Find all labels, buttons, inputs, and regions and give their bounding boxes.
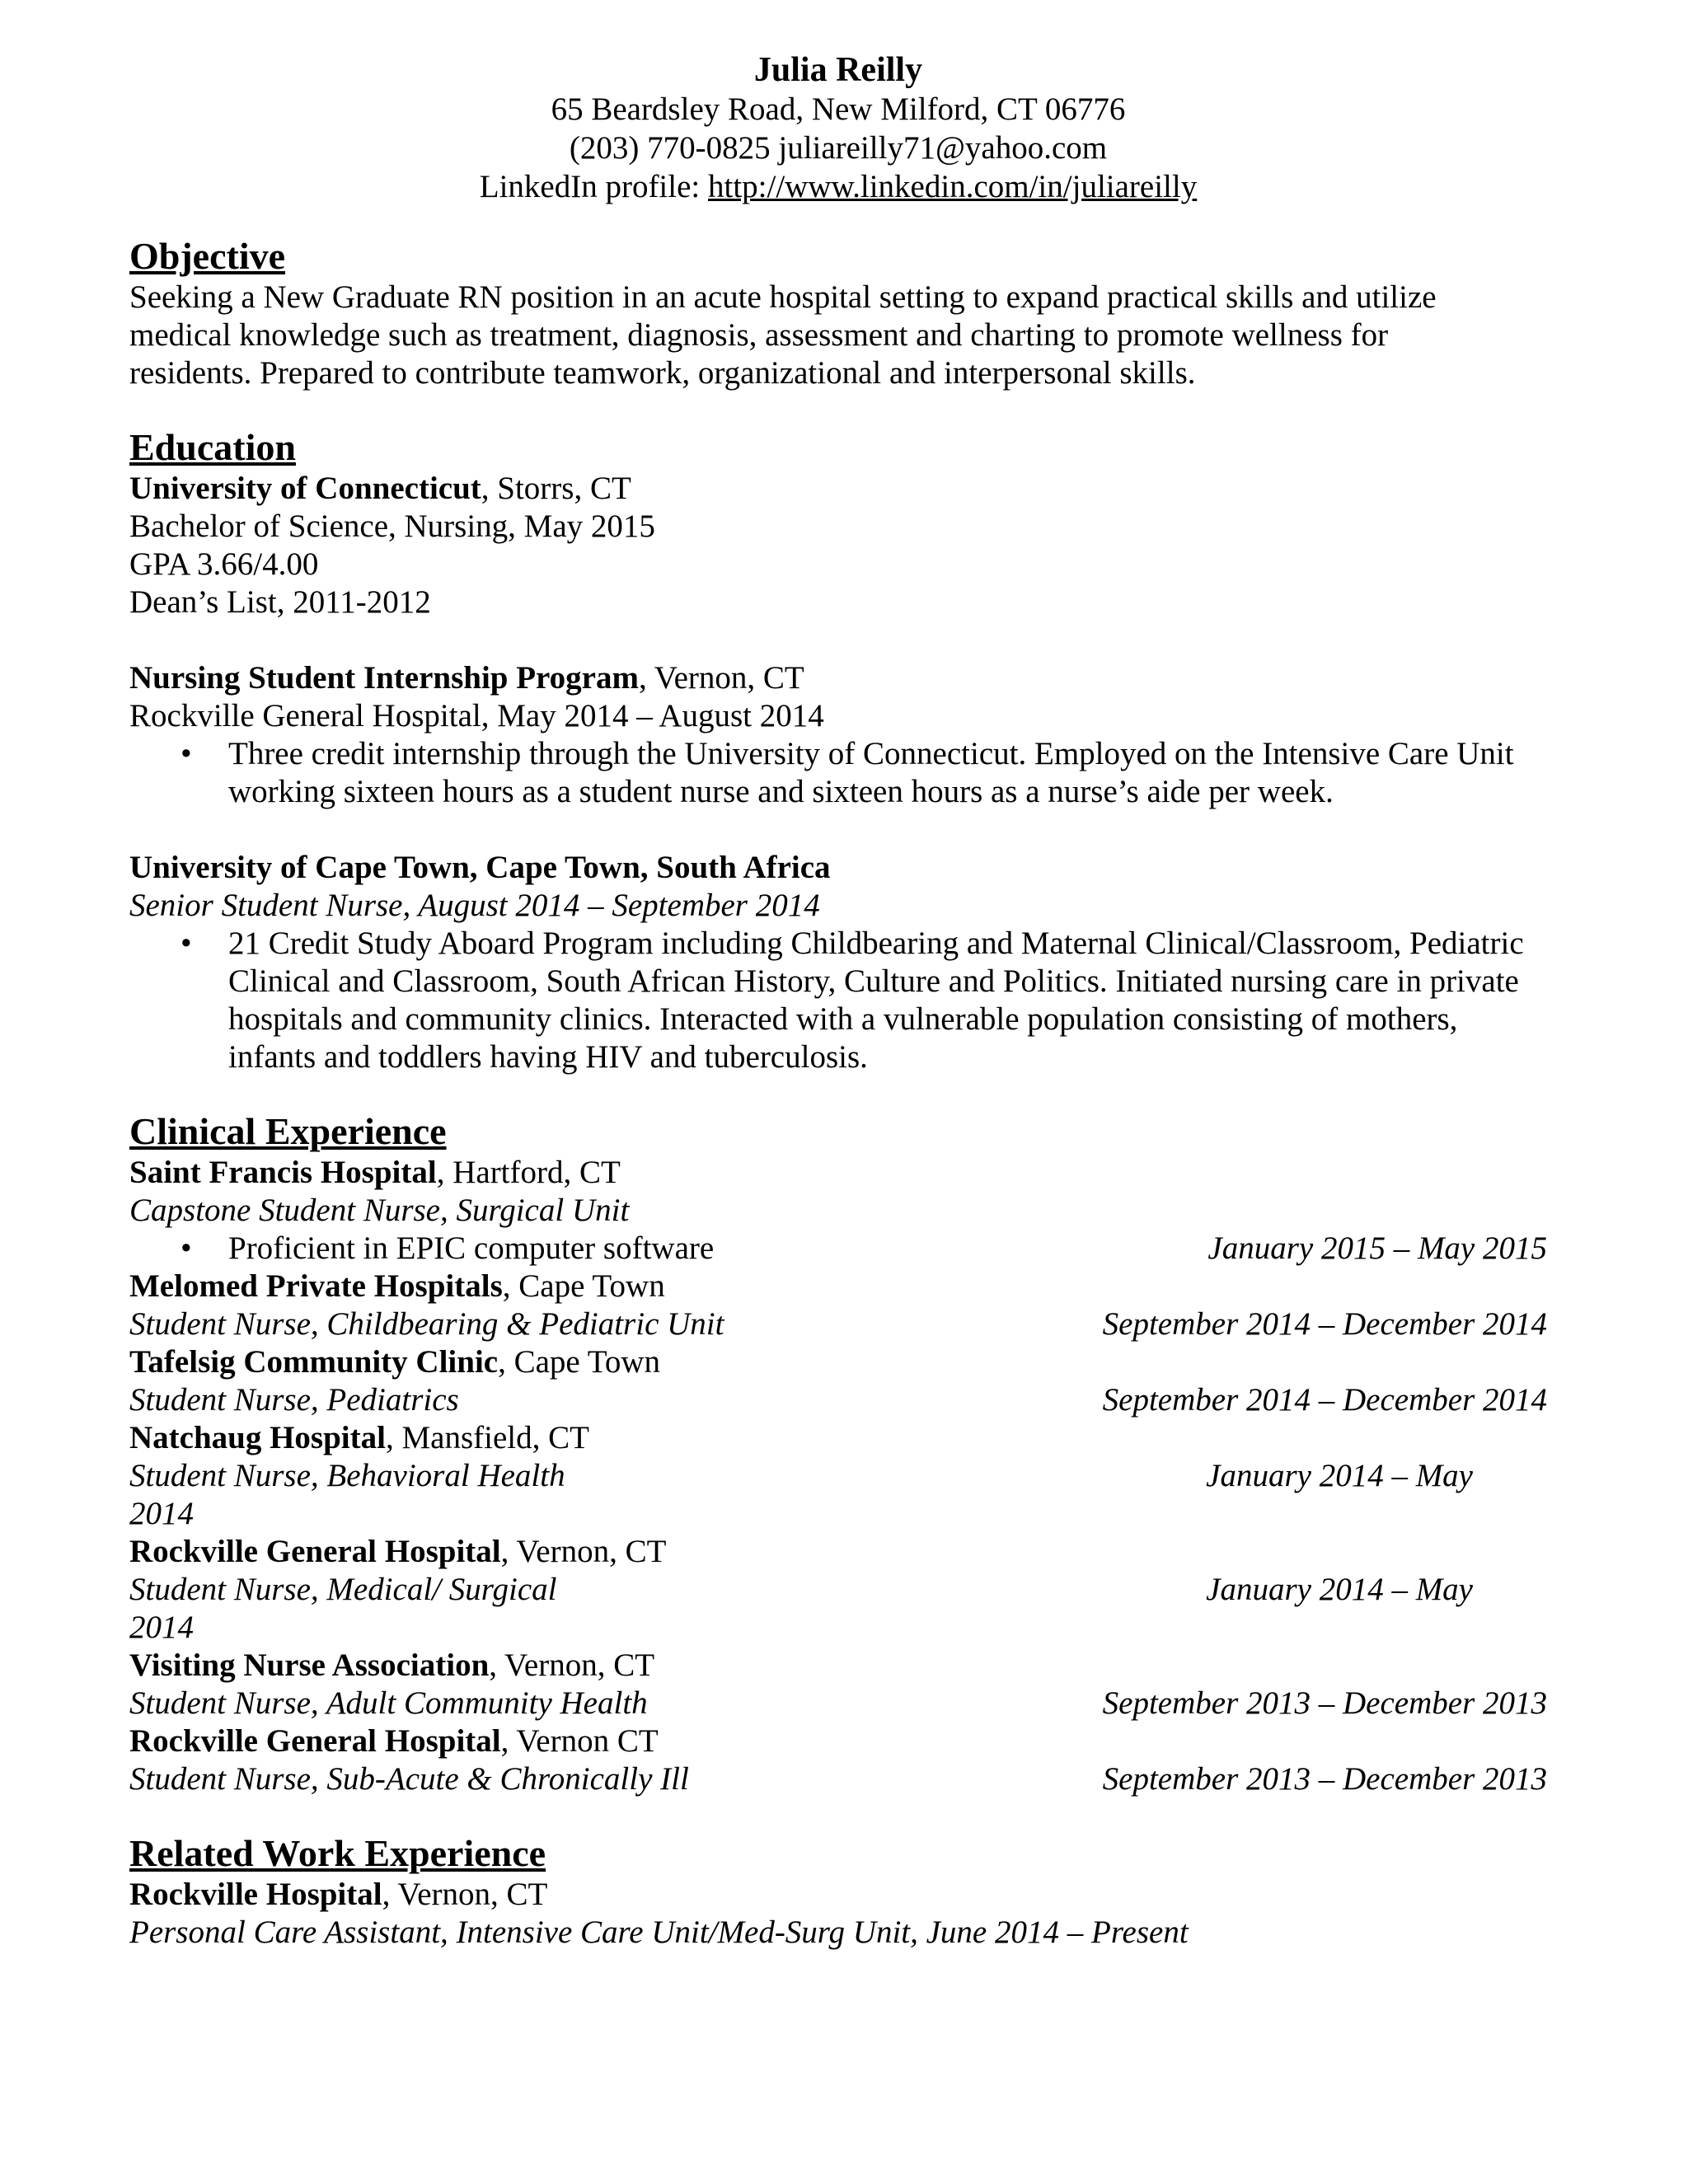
list-item [129, 1230, 1547, 1268]
role: Student Nurse, Behavioral Health [129, 1458, 565, 1493]
program-detail: Rockville General Hospital, May 2014 – August 2014 [129, 698, 824, 733]
deans-list: Dean’s List, 2011-2012 [129, 584, 431, 620]
date-range: January 2014 – May [1206, 1458, 1473, 1493]
education-uconn [129, 470, 1547, 621]
degree: Bachelor of Science, Nursing, May 2015 [129, 509, 655, 544]
objective-heading: Objective [129, 235, 286, 277]
bullet-text: Proficient in EPIC computer software [228, 1230, 715, 1266]
role: Personal Care Assistant, Intensive Care Unit/Med-Surg Unit, June 2014 – Present [129, 1915, 1189, 1950]
capetown-bullets [129, 925, 1547, 1076]
school-location: , Storrs, CT [481, 471, 631, 506]
school-name: University of Connecticut [129, 471, 481, 506]
bullet-icon: • [181, 736, 192, 771]
place-name: Natchaug Hospital [129, 1420, 386, 1455]
place-location: , Hartford, CT [436, 1155, 621, 1190]
list-item: • Three credit internship through the University of Connecticut. Employed on the Intensive Care Unit working sixteen hours as a student nurse and sixteen hours as a nurse’s aide per week. [181, 736, 1514, 809]
program-name: Nursing Student Internship Program [129, 660, 639, 696]
date-range: January 2014 – May [1206, 1572, 1473, 1607]
place-location: , Mansfield, CT [385, 1420, 589, 1455]
bullet-icon: • [181, 926, 192, 961]
date-range: January 2015 – May 2015 [1207, 1230, 1547, 1266]
school-role: Senior Student Nurse, August 2014 – September 2014 [129, 888, 820, 923]
date-range: September 2013 – December 2013 [1102, 1685, 1547, 1721]
education-capetown [129, 849, 1547, 1076]
resume-page [129, 51, 1547, 1952]
place-name: Rockville Hospital [129, 1877, 382, 1912]
place-name: Rockville General Hospital [129, 1723, 501, 1759]
role: Capstone Student Nurse, Surgical Unit [129, 1193, 630, 1228]
date-range: September 2014 – December 2014 [1102, 1306, 1547, 1342]
bullet-icon: • [181, 1230, 192, 1266]
place-name: Saint Francis Hospital [129, 1155, 437, 1190]
place-location: , Cape Town [502, 1268, 665, 1304]
program-location: , Vernon, CT [638, 660, 804, 696]
linkedin-line [129, 167, 1547, 206]
clinical-list [129, 1154, 1547, 1798]
place-location: , Vernon, CT [500, 1534, 667, 1569]
role: Student Nurse, Medical/ Surgical [129, 1572, 557, 1607]
gpa: GPA 3.66/4.00 [129, 546, 319, 582]
place-location: , Cape Town [498, 1344, 661, 1380]
role: Student Nurse, Sub-Acute & Chronically Ill [129, 1761, 689, 1797]
place-name: Rockville General Hospital [129, 1534, 501, 1569]
address: 65 Beardsley Road, New Milford, CT 06776 [551, 91, 1126, 127]
linkedin-label: LinkedIn profile: [479, 169, 708, 204]
work-entry [129, 1876, 1547, 1952]
candidate-name: Julia Reilly [753, 51, 923, 89]
school-name: University of Cape Town, Cape Town, South Africa [129, 850, 831, 885]
place-location: , Vernon, CT [489, 1647, 655, 1683]
date-range-wrap: 2014 [129, 1610, 194, 1645]
resume-header [129, 51, 1547, 206]
place-name: Visiting Nurse Association [129, 1647, 490, 1683]
place-name: Melomed Private Hospitals [129, 1268, 503, 1304]
education-internship [129, 659, 1547, 811]
date-range: September 2014 – December 2014 [1102, 1382, 1547, 1418]
clinical-heading: Clinical Experience [129, 1110, 447, 1152]
work-heading: Related Work Experience [129, 1832, 546, 1874]
list-item: • 21 Credit Study Aboard Program including Childbearing and Maternal Clinical/Classroom, Pediatric Clinical and Classroom, South African History, Culture and Politics. Initiated nursing care in private hospitals and community clinics. Interacted with a vulnerable population consisting of mothers, infants and toddlers having HIV and tuberculosis. [181, 926, 1524, 1075]
place-name: Tafelsig Community Clinic [129, 1344, 499, 1380]
objective-text: Seeking a New Graduate RN position in an acute hospital setting to expand practical skills and utilize medical knowledge such as treatment, diagnosis, assessment and charting to promote wellness for residents. Prepared to contribute teamwork, organizational and interpersonal skills. [129, 279, 1437, 391]
role: Student Nurse, Childbearing & Pediatric Unit [129, 1306, 724, 1342]
date-range-wrap: 2014 [129, 1496, 194, 1531]
role: Student Nurse, Adult Community Health [129, 1685, 648, 1721]
place-location: , Vernon CT [500, 1723, 659, 1759]
internship-bullets [129, 735, 1547, 811]
role: Student Nurse, Pediatrics [129, 1382, 459, 1418]
linkedin-link[interactable]: http://www.linkedin.com/in/juliareilly [708, 169, 1198, 204]
education-heading: Education [129, 426, 296, 468]
date-range: September 2013 – December 2013 [1102, 1761, 1547, 1797]
place-location: , Vernon, CT [382, 1877, 548, 1912]
contact-line: (203) 770-0825 juliareilly71@yahoo.com [569, 130, 1108, 166]
